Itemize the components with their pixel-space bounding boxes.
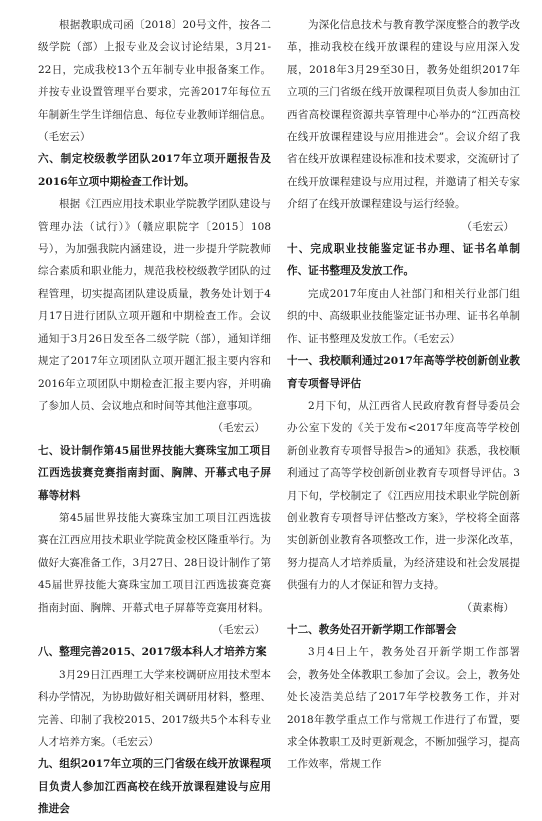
author-credit: （毛宏云）: [212, 422, 265, 435]
paragraph-certificates: 完成2017年度由人社部门和相关行业部门组织的中、高级职业技能鉴定证书办理、证书名单制作、证书整理及发放工作。（毛宏云）: [287, 287, 520, 345]
author-credit: （毛宏云）: [461, 220, 514, 233]
heading-section-11: 十一、我校顺利通过2017年高等学校创新创业教育专项督导评估: [287, 355, 520, 390]
heading-section-9: 九、组织2017年立项的三门省级在线开放课程项目负责人参加江西高校在线开放课程建设与应用推进会: [38, 758, 271, 816]
heading-section-8: 八、整理完善2015、2017级本科人才培养方案: [38, 646, 267, 659]
paragraph-course-filing: 根据教职成司函〔2018〕20号文件，按各二级学院（部）上报专业及会议讨论结果，3月21-22日，完成我校13个五年制专业申报备案工作。并按专业设置管理平台要求，完善2017年每位五年制新生学生详细信息、每位专业教师详细信息。（毛宏云）: [38, 19, 271, 144]
author-credit: （毛宏云）: [212, 623, 265, 636]
left-column: [38, 14, 271, 816]
paragraph-innovation-evaluation: 2月下旬，从江西省人民政府教育督导委员会办公室下发的《关于发布<2017年度高等学校创新创业教育专项督导报告>的通知》获悉，我校顺利通过了高等学校创新创业教育专项督导评估。3月下旬，学校制定了《江西应用技术职业学院创新创业教育专项督导评估整改方案》，学校将全面落实创新创业教育各项整改工作，进一步深化改革，努力提高人才培养质量，为经济建设和社会发展提供强有力的人才保证和智力支持。: [287, 399, 520, 592]
paragraph-training-plans: 3月29日江西理工大学来校调研应用技术型本科办学情况，为协助做好相关调研用材料，整理、完善、印制了我校2015、2017级共5个本科专业人才培养方案。（毛宏云）: [38, 668, 271, 748]
heading-section-6: 六、制定校级教学团队2017年立项开题报告及2016年立项中期检查工作计划。: [38, 153, 271, 188]
heading-section-7: 七、设计制作第45届世界技能大赛珠宝加工项目江西选拔赛竞赛指南封面、胸牌、开幕式电子屏幕等材料: [38, 444, 271, 502]
paragraph-semester-meeting: 3月4日上午，教务处召开新学期工作部署会，教务处全体教职工参加了会议。会上，教务处处长凌浩美总结了2017年学校教务工作，并对2018年教学重点工作与常规工作进行了布置，要求全体教职工及时更新观念，不断加强学习，提高工作效率，常规工作: [287, 646, 520, 771]
heading-section-12: 十二、教务处召开新学期工作部署会: [287, 623, 457, 636]
paragraph-online-courses: 为深化信息技术与教育教学深度整合的教学改革，推动我校在线开放课程的建设与应用深入发展，2018年3月29至30日，教务处组织2017年立项的三门省级在线开放课程项目负责人参加由江西省高校课程资源共享管理中心举办的“江西高校在线开放课程建设与应用推进会”。会议介绍了我省在线开放课程建设标准和技术要求，交流研讨了在线开放课程建设与应用过程，并邀请了相关专家介绍了在线开放课程建设与运行经验。: [287, 19, 520, 211]
paragraph-teaching-team: 根据《江西应用技术职业学院教学团队建设与管理办法（试行）》（赣应职院字〔2015〕108号），为加强我院内涵建设，进一步提升学院教师综合素质和职业能力，规范我校校级教学团队的过程管理，切实提高团队建设质量，教务处计划于4月17日进行团队立项开题和中期检查工作。会议通知于3月26日发至各二级学院（部），通知详细规定了2017年立项团队立项开题汇报主要内容和2016年立项团队中期检查汇报主要内容，并明确了参加人员、会议地点和时间等其他注意事项。: [38, 198, 271, 412]
heading-section-10: 十、完成职业技能鉴定证书办理、证书名单制作、证书整理及发放工作。: [287, 243, 520, 278]
author-credit: （黄素梅）: [461, 601, 514, 614]
paragraph-jewelry-contest: 第45届世界技能大赛珠宝加工项目江西选拔赛在江西应用技术职业学院黄金校区隆重举行。为做好大赛准备工作，3月27日、28日设计制作了第45届世界技能大赛珠宝加工项目江西选拔赛竞赛指南封面、胸牌、开幕式电子屏幕等竞赛用材料。: [38, 511, 271, 614]
right-column: [287, 14, 520, 771]
